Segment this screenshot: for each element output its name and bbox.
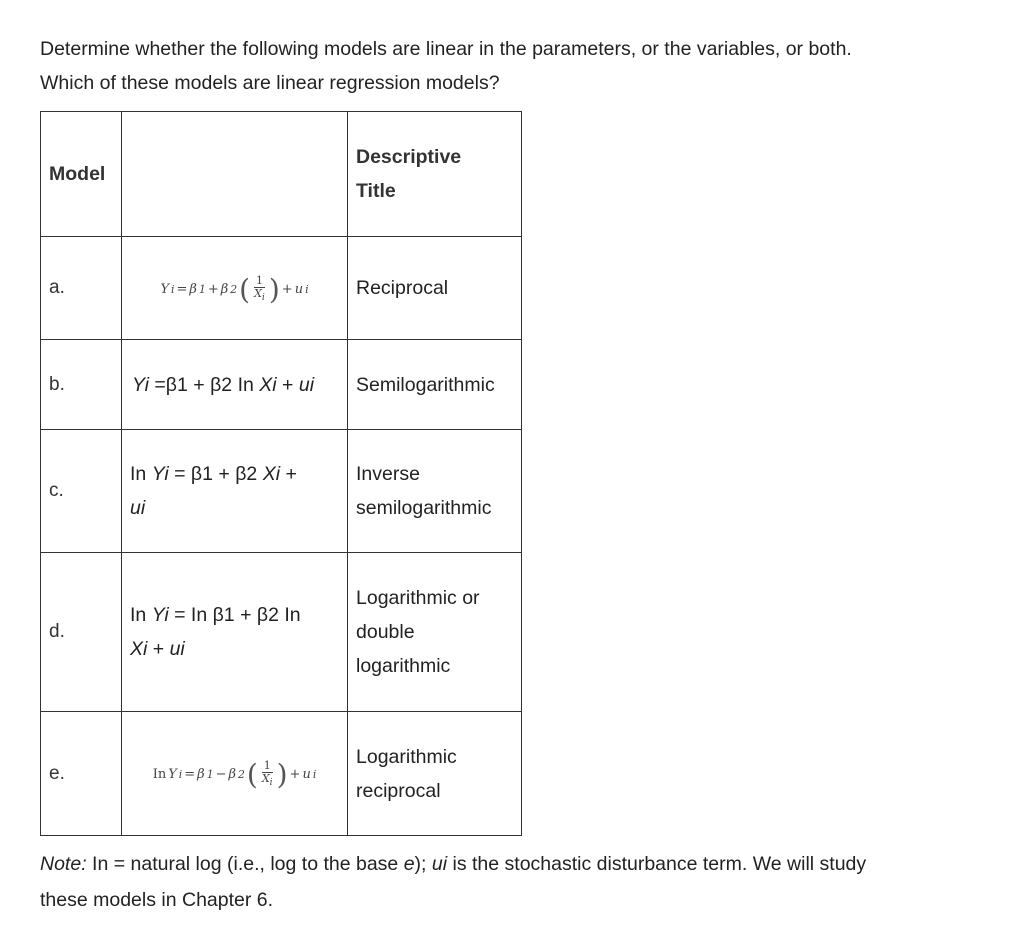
- equation-cell: Yi =β1 + β2 In Xi + ui: [122, 340, 348, 430]
- header-model: Model: [41, 112, 122, 237]
- equation-cell: [122, 237, 348, 340]
- equation-cell: In Yi = In β1 + β2 In Xi + ui: [122, 553, 348, 712]
- question-line-1: Determine whether the following models are linear in the parameters, or the variables, or both.: [40, 38, 852, 60]
- header-descriptive-title: [348, 112, 522, 237]
- note-text: [40, 846, 1000, 918]
- table-row: [41, 237, 522, 340]
- table-row: [41, 340, 522, 430]
- title-cell: Logarithmic or double logarithmic: [348, 553, 522, 712]
- fraction: $\frac{1}{X_i}$: [261, 759, 273, 789]
- note-line-2: these models in Chapter 6.: [40, 889, 274, 911]
- table-row: [41, 553, 522, 712]
- table-row: [41, 712, 522, 836]
- question-line-2: Which of these models are linear regression models?: [40, 72, 500, 94]
- note-label: Note:: [40, 853, 87, 875]
- fraction: $\frac{1}{X_i}$: [254, 273, 265, 304]
- header-title-line-2: Title: [356, 180, 396, 202]
- question-text: [40, 32, 1000, 100]
- note-line-1: Note: In = natural log (i.e., log to the base e); ui is the stochastic disturbance term. We will study: [40, 853, 867, 875]
- row-label: d.: [41, 553, 122, 712]
- row-label: b.: [41, 340, 122, 430]
- header-title-line-1: Descriptive: [356, 146, 462, 168]
- title-cell: Inverse semilogarithmic: [348, 430, 522, 553]
- header-equation: [122, 112, 348, 237]
- left-paren: (: [239, 272, 251, 306]
- row-label: e.: [41, 712, 122, 836]
- equation-cell: In Yi = β1 + β2 Xi + ui: [122, 430, 348, 553]
- table-row: [41, 430, 522, 553]
- left-paren: (: [246, 758, 258, 791]
- row-label: a.: [41, 237, 122, 340]
- right-paren: ): [268, 272, 280, 306]
- equation-image: Y i = β 1 + β 2 ( $\frac{1}{X_i}$ ) + u i: [160, 272, 309, 306]
- right-paren: ): [276, 758, 288, 791]
- title-cell: Reciprocal: [348, 237, 522, 340]
- title-cell: Logarithmic reciprocal: [348, 712, 522, 836]
- row-label: c.: [41, 430, 122, 553]
- equation-cell: [122, 712, 348, 836]
- models-table: [40, 111, 522, 836]
- equation-image: In Y i = β 1 − β 2 ( $\frac{1}{X_i}$ ) + u i: [152, 758, 317, 791]
- table-header-row: [41, 112, 522, 237]
- title-cell: Semilogarithmic: [348, 340, 522, 430]
